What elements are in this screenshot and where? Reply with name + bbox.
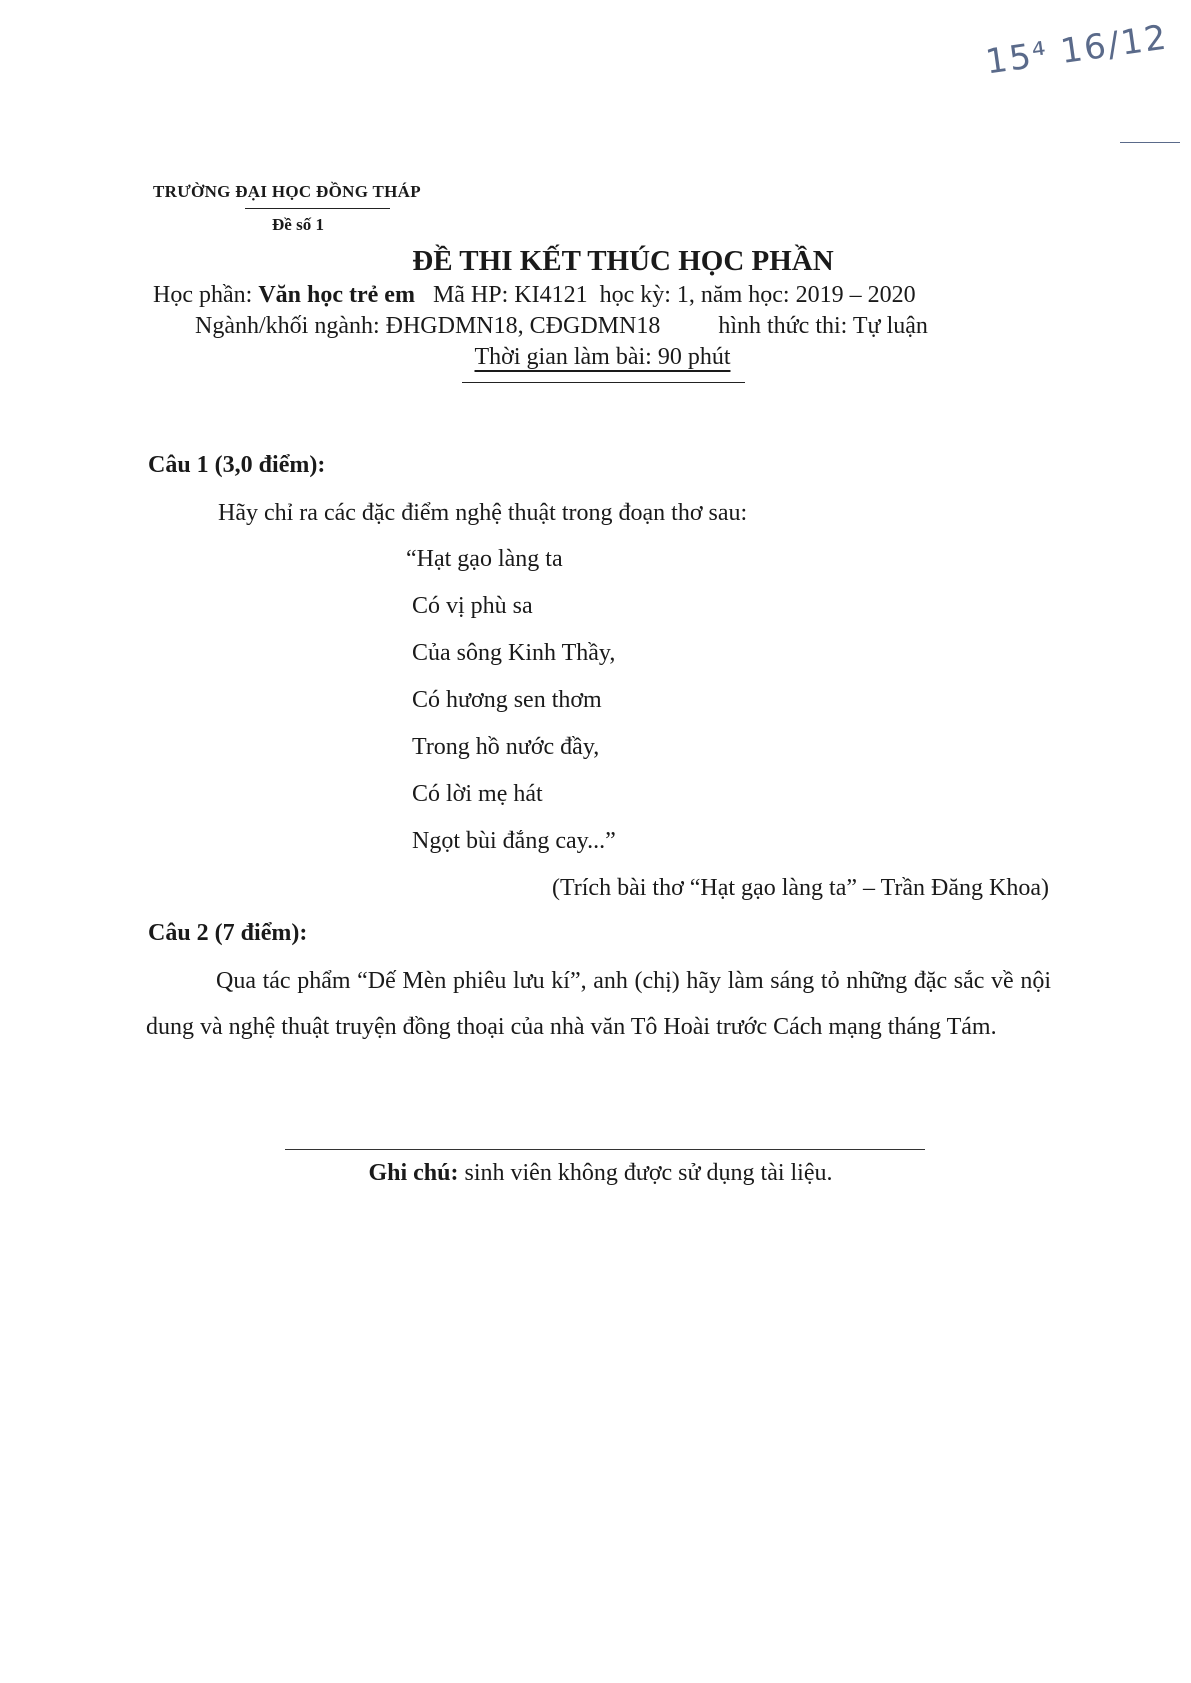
note-text: sinh viên không được sử dụng tài liệu. (464, 1160, 833, 1186)
subject-label: Học phần: (153, 282, 253, 308)
handwritten-note: 15⁴ 16/12 (983, 17, 1171, 83)
note-label: Ghi chú: (368, 1160, 459, 1186)
note (0, 1160, 1191, 1187)
exam-form: hình thức thi: Tự luận (718, 313, 928, 339)
poem-line: Của sông Kinh Thầy, (412, 640, 616, 666)
exam-duration: Thời gian làm bài: 90 phút (474, 344, 731, 370)
school-underline (245, 208, 390, 209)
course-code: Mã HP: KI4121 (432, 282, 588, 308)
exam-number: Đề số 1 (272, 215, 324, 234)
handwritten-stroke (1120, 142, 1180, 143)
poem-line: Ngọt bùi đắng cay...” (412, 828, 616, 854)
poem-line: “Hạt gạo làng ta (406, 546, 563, 572)
semester-info: học kỳ: 1, năm học: 2019 – 2020 (599, 282, 916, 308)
poem-line: Có hương sen thơm (412, 687, 602, 713)
poem-line: Trong hồ nước đầy, (412, 734, 600, 760)
header-divider (462, 382, 745, 383)
note-divider (285, 1149, 925, 1150)
question-2-prompt: Qua tác phẩm “Dế Mèn phiêu lưu kí”, anh (chị) hãy làm sáng tỏ những đặc sắc về nội dung và nghệ thuật truyện đồng thoại của nhà văn Tô Hoài trước Cách mạng tháng Tám. (146, 968, 1051, 1040)
subject-name: Văn học trẻ em (258, 282, 415, 308)
poem-line: Có vị phù sa (412, 593, 533, 619)
question-1-heading: Câu 1 (3,0 điểm): (148, 452, 326, 478)
school-name: TRƯỜNG ĐẠI HỌC ĐỒNG THÁP (153, 182, 421, 201)
majors-line (195, 313, 928, 340)
poem-excerpt (406, 542, 616, 871)
majors: Ngành/khối ngành: ĐHGDMN18, CĐGDMN18 (195, 313, 661, 339)
poem-source: (Trích bài thơ “Hạt gạo làng ta” – Trần Đăng Khoa) (551, 875, 1049, 901)
course-info-line (153, 282, 916, 309)
question-2-heading: Câu 2 (7 điểm): (148, 920, 308, 946)
question-1-prompt: Hãy chỉ ra các đặc điểm nghệ thuật trong đoạn thơ sau: (218, 500, 748, 526)
exam-title: ĐỀ THI KẾT THÚC HỌC PHẦN (412, 245, 834, 277)
duration-line (0, 344, 1191, 371)
poem-line: Có lời mẹ hát (412, 781, 543, 807)
